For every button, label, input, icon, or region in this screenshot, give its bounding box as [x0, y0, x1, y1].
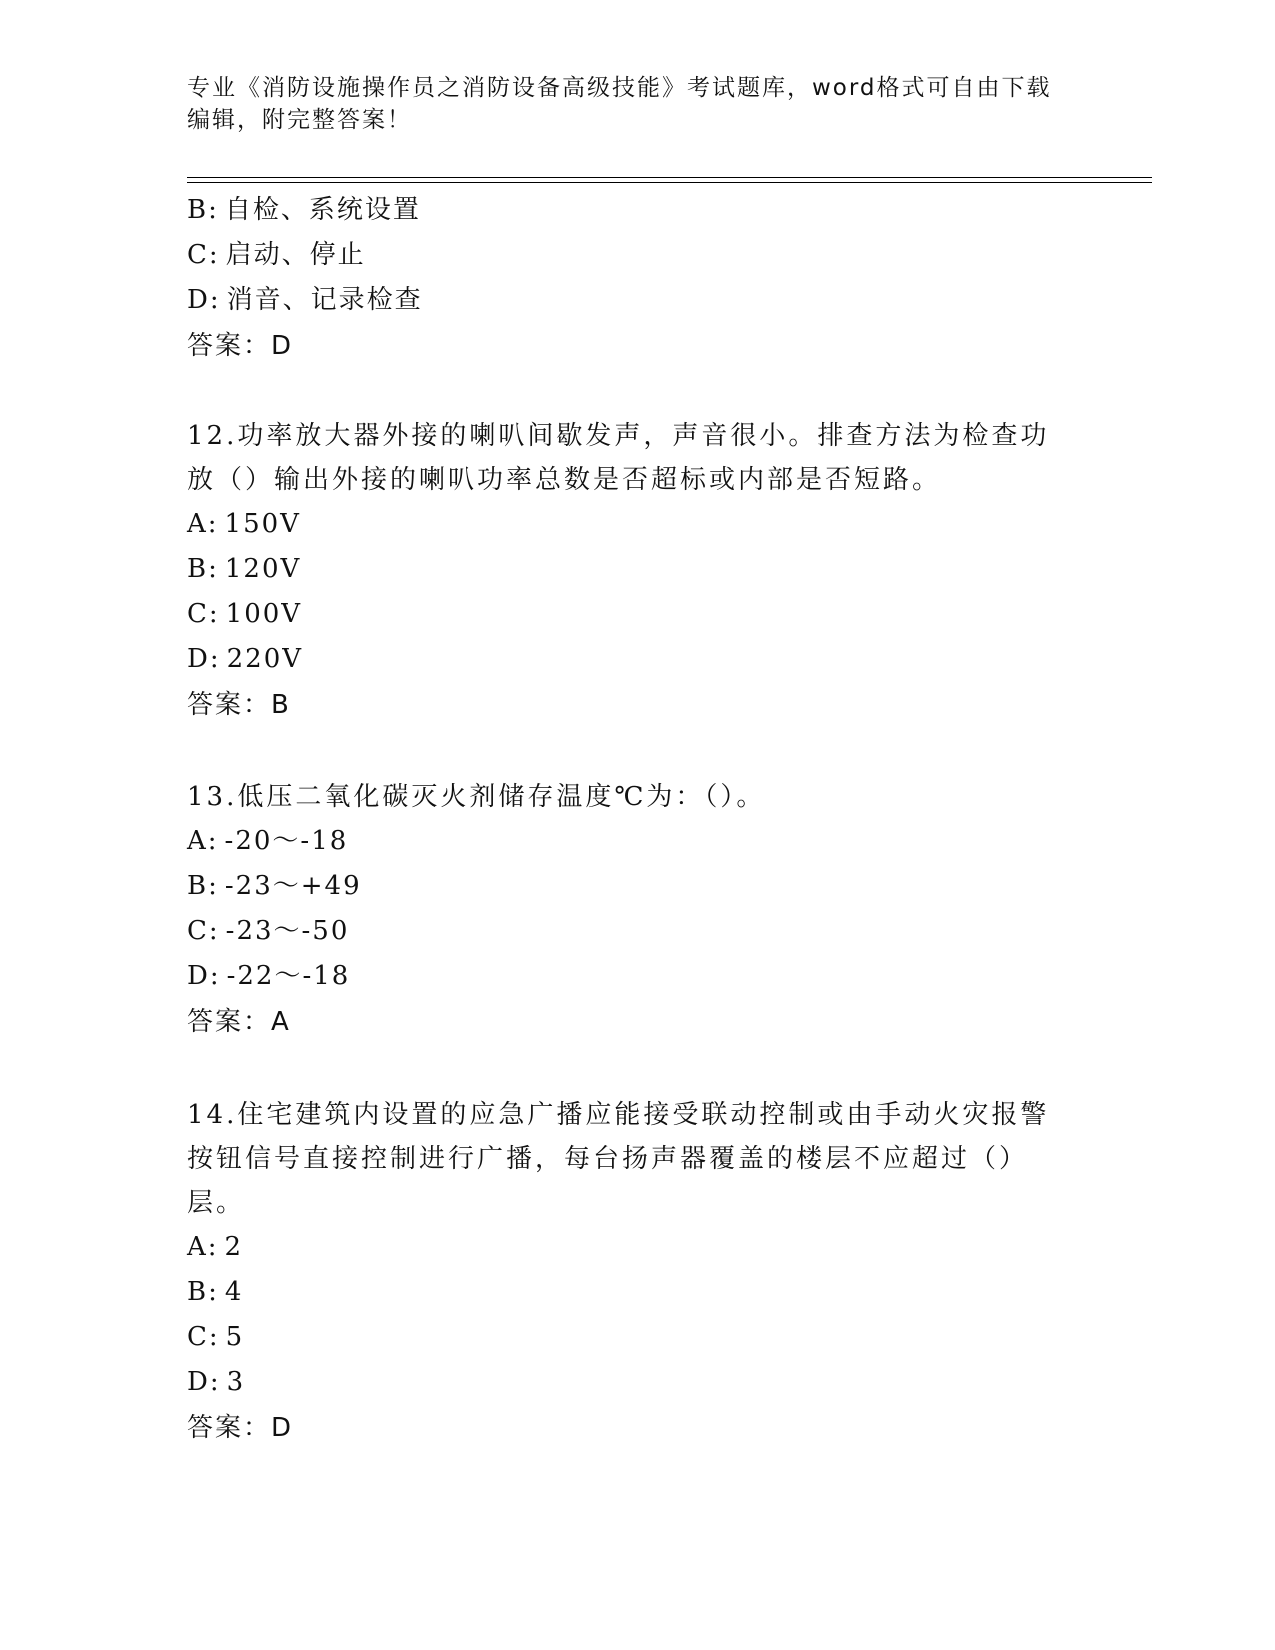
answer-line: 答案：D — [187, 331, 294, 361]
option-d: D: 3 — [187, 1367, 246, 1397]
option-c: C: 启动、停止 — [187, 240, 366, 270]
answer-line: 答案：D — [187, 1413, 294, 1443]
option-b: B: 120V — [187, 554, 302, 584]
option-d: D: 消音、记录检查 — [187, 285, 423, 315]
option-b: B: 4 — [187, 1277, 244, 1307]
question-13 — [187, 775, 1087, 1045]
option-a: A: -20～-18 — [187, 826, 349, 856]
option-a: A: 2 — [187, 1232, 244, 1262]
header-rule-bottom — [187, 182, 1152, 183]
option-c: C: -23～-50 — [187, 916, 350, 946]
option-d: D: -22～-18 — [187, 961, 351, 991]
answer-line: 答案：A — [187, 1007, 291, 1037]
option-d: D: 220V — [187, 644, 304, 674]
document-header: 专业《消防设施操作员之消防设备高级技能》考试题库，word格式可自由下载编辑，附完整答案！ — [187, 75, 1052, 133]
question-11-tail — [187, 188, 1087, 369]
option-b: B: -23～+49 — [187, 871, 362, 901]
option-c: C: 100V — [187, 599, 303, 629]
question-12 — [187, 414, 1087, 728]
option-b: B: 自检、系统设置 — [187, 195, 421, 225]
header-rule-top — [187, 177, 1152, 178]
option-a: A: 150V — [187, 509, 301, 539]
question-text: 13.低压二氧化碳灭火剂储存温度℃为：（）。 — [187, 782, 766, 812]
question-text: 14.住宅建筑内设置的应急广播应能接受联动控制或由手动火灾报警按钮信号直接控制进行广播，每台扬声器覆盖的楼层不应超过（）层。 — [187, 1100, 1050, 1218]
option-c: C: 5 — [187, 1322, 245, 1352]
question-text: 12.功率放大器外接的喇叭间歇发声，声音很小。排查方法为检查功放（）输出外接的喇叭功率总数是否超标或内部是否短路。 — [187, 421, 1050, 495]
answer-line: 答案：B — [187, 690, 291, 720]
question-14 — [187, 1093, 1087, 1451]
